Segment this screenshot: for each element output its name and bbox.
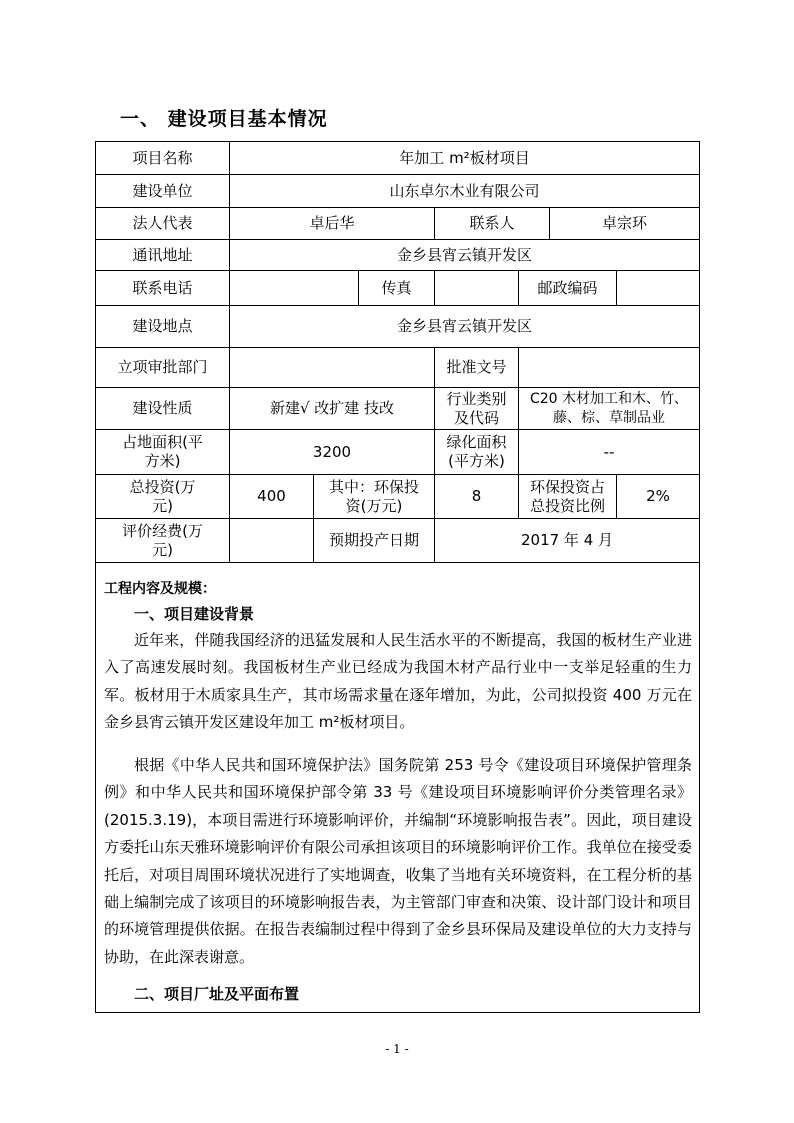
site-label: 建设地点 (96, 306, 230, 348)
start-date-label: 预期投产日期 (314, 519, 435, 563)
postcode-label: 邮政编码 (519, 271, 617, 306)
postcode-value (617, 271, 699, 306)
nature-label: 建设性质 (96, 388, 230, 430)
invest-value: 400 (230, 475, 314, 519)
invest-label: 总投资(万元) (96, 475, 230, 519)
eval-fee-label: 评价经费(万元) (96, 519, 230, 563)
fax-label: 传真 (359, 271, 435, 306)
subheading-background: 一、项目建设背景 (134, 605, 255, 623)
project-name-label: 项目名称 (96, 142, 230, 175)
builder-label: 建设单位 (96, 175, 230, 208)
eval-fee-value (230, 519, 314, 563)
green-value: -- (519, 430, 699, 475)
start-date-value: 2017 年 4 月 (435, 519, 699, 563)
green-label: 绿化面积(平方米) (435, 430, 519, 475)
approval-no-value (519, 348, 699, 388)
paragraph-eia-basis: 根据《中华人民共和国环境保护法》国务院第 253 号令《建设项目环境保护管理条例》和中华人民共和国环境保护部令第 33 号《建设项目环境影响评价分类管理名录》(2015.3.19)，本项目需进行环境影响评价，并编制“环境影响报告表”。因此，项目建设方委托山东天雅环境影响评价有限公司承担该项目的环境影响评价工作。我单位在接受委托后，对项目周围环境状况进行了实地调查，收集了当地有关环境资料，在工程分析的基础上编制完成了该项目的环境影响报告表，为主管部门审查和决策、设计部门设计和项目的环境管理提供依据。在报告表编制过程中得到了金乡县环保局及建设单位的大力支持与协助，在此深表谢意。 (104, 756, 692, 966)
paragraph-background: 近年来，伴随我国经济的迅猛发展和人民生活水平的不断提高，我国的板材生产业进入了高速发展时刻。我国板材生产业已经成为我国木材产品行业中一支举足轻重的生力军。板材用于木质家具生产，其市场需求量在逐年增加，为此，公司拟投资 400 万元在金乡县宵云镇开发区建设年加工 m²板材项目。 (104, 631, 692, 732)
env-ratio-label: 环保投资占总投资比例 (519, 475, 617, 519)
fax-value (435, 271, 519, 306)
approval-no-label: 批准文号 (435, 348, 519, 388)
project-info-table (95, 141, 700, 1013)
env-invest-value: 8 (435, 475, 519, 519)
section-title: 一、 建设项目基本情况 (120, 108, 328, 130)
contact-value: 卓宗环 (550, 208, 699, 240)
nature-value: 新建√ 改扩建 技改 (230, 388, 435, 430)
address-value: 金乡县宵云镇开发区 (230, 240, 699, 271)
env-invest-label: 其中：环保投资(万元) (314, 475, 435, 519)
site-value: 金乡县宵云镇开发区 (230, 306, 699, 348)
env-ratio-value: 2% (617, 475, 699, 519)
contact-label: 联系人 (435, 208, 550, 240)
legal-rep-label: 法人代表 (96, 208, 230, 240)
phone-label: 联系电话 (96, 271, 230, 306)
builder-value: 山东卓尔木业有限公司 (230, 175, 699, 208)
industry-value: C20 木材加工和木、竹、藤、棕、草制品业 (519, 388, 699, 430)
phone-value (230, 271, 359, 306)
address-label: 通讯地址 (96, 240, 230, 271)
page-number: - 1 - (385, 1042, 409, 1056)
area-label: 占地面积(平方米) (96, 430, 230, 475)
subheading-site-layout: 二、项目厂址及平面布置 (134, 985, 300, 1003)
area-value: 3200 (230, 430, 435, 475)
legal-rep-value: 卓后华 (230, 208, 435, 240)
approval-dept-label: 立项审批部门 (96, 348, 230, 388)
industry-label: 行业类别及代码 (435, 388, 519, 430)
content-heading: 工程内容及规模： (104, 581, 216, 597)
approval-dept-value (230, 348, 435, 388)
project-name-value: 年加工 m²板材项目 (230, 142, 699, 175)
